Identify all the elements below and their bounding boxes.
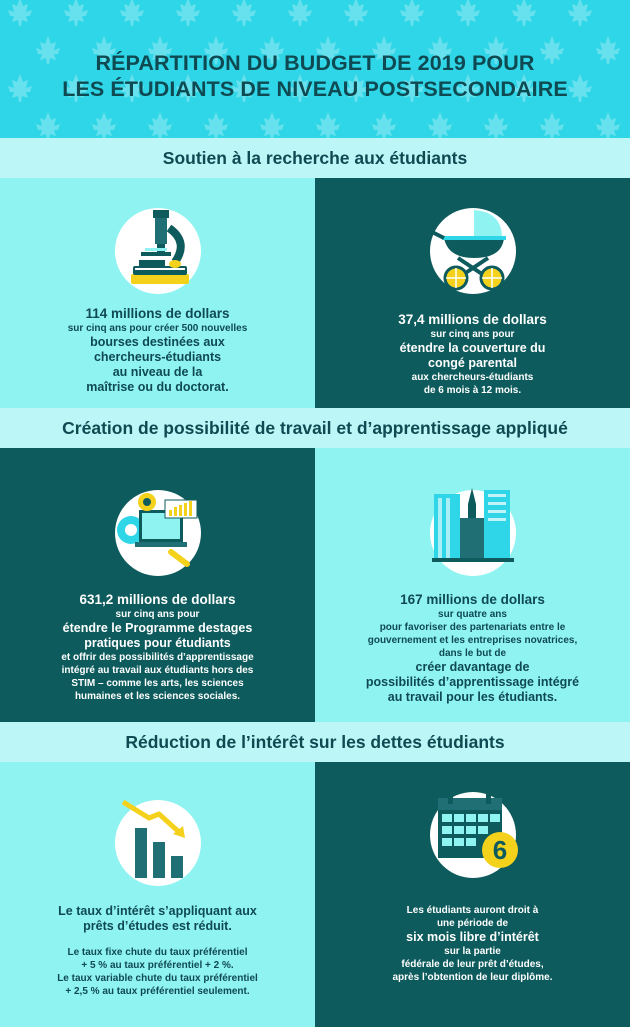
maple-leaf-icon	[176, 0, 200, 26]
maple-leaf-icon	[288, 0, 312, 26]
section-heading-interest: Réduction de l’intérêt sur les dettes étudiants	[0, 722, 630, 762]
laptop-gears-icon	[115, 490, 201, 576]
calendar-number: 6	[492, 835, 507, 865]
emphasis-text: Le taux d’intérêt s’appliquant aux	[58, 904, 257, 918]
emphasis-text: congé parental	[428, 356, 517, 370]
maple-leaf-icon	[64, 0, 88, 26]
maple-leaf-icon	[260, 112, 284, 138]
detail-text: sur quatre ans	[438, 609, 507, 620]
emphasis-text: créer davantage de	[415, 660, 530, 674]
maple-leaf-icon	[372, 112, 396, 138]
detail-text: sur la partie	[444, 946, 501, 957]
detail-text: + 5 % au taux préférentiel + 2 %.	[81, 960, 234, 971]
emphasis-text: possibilités d’apprentissage intégré	[365, 675, 580, 689]
maple-leaf-icon	[232, 0, 256, 26]
detail-text: intégré au travail aux étudiants hors des	[61, 665, 254, 676]
maple-leaf-icon	[204, 112, 228, 138]
amount-631m: 631,2 millions de dollars	[79, 592, 236, 607]
maple-leaf-icon	[484, 112, 508, 138]
amount-114m: 114 millions de dollars	[85, 306, 230, 321]
header-banner	[0, 0, 630, 138]
emphasis-text: étendre la couverture du	[399, 341, 546, 355]
maple-leaf-icon	[36, 112, 60, 138]
emphasis-text: pratiques pour étudiants	[84, 636, 231, 650]
maple-leaf-icon	[316, 112, 340, 138]
title-line-2: LES ÉTUDIANTS DE NIVEAU POSTSECONDAIRE	[62, 77, 568, 101]
card-interest-free	[315, 762, 630, 1027]
section-heading-work: Création de possibilité de travail et d’apprentissage appliqué	[0, 408, 630, 448]
detail-text: humaines et les sciences sociales.	[74, 691, 241, 702]
emphasis-text: six mois libre d’intérêt	[406, 930, 539, 944]
emphasis-text: prêts d’études est réduit.	[83, 919, 232, 933]
detail-text: sur cinq ans pour	[115, 609, 200, 620]
detail-text: après l’obtention de leur diplôme.	[392, 972, 553, 983]
detail-text: gouvernement et les entreprises novatrices,	[367, 635, 578, 646]
detail-text: pour favoriser des partenariats entre le	[379, 622, 566, 633]
page-title	[0, 50, 630, 102]
detail-text: aux chercheurs-étudiants	[411, 372, 534, 383]
calendar-six-icon	[430, 792, 516, 878]
card-interest-rate	[0, 762, 315, 1027]
detail-text: de 6 mois à 12 mois.	[423, 385, 522, 396]
maple-leaf-icon	[344, 0, 368, 26]
maple-leaf-icon	[568, 0, 592, 26]
card-scholarships	[0, 178, 315, 408]
detail-text: STIM – comme les arts, les sciences	[71, 678, 244, 689]
card-internships	[0, 448, 315, 722]
detail-text: sur cinq ans pour	[430, 329, 515, 340]
title-line-1: RÉPARTITION DU BUDGET DE 2019 POUR	[95, 51, 535, 75]
emphasis-text: étendre le Programme destages	[62, 621, 253, 635]
detail-text: dans le but de	[438, 648, 507, 659]
maple-leaf-icon	[428, 112, 452, 138]
card-parental-leave	[315, 178, 630, 408]
maple-leaf-icon	[120, 0, 144, 26]
detail-text: Le taux fixe chute du taux préférentiel	[67, 947, 248, 958]
detail-text: + 2,5 % au taux préférentiel seulement.	[65, 986, 250, 997]
city-buildings-icon	[430, 490, 516, 576]
microscope-icon	[115, 208, 201, 294]
detail-text: Le taux variable chute du taux préférentiel	[57, 973, 258, 984]
declining-bar-chart-icon	[115, 800, 201, 886]
detail-text: Les étudiants auront droit à	[406, 905, 539, 916]
maple-leaf-icon	[400, 0, 424, 26]
maple-leaf-icon	[148, 112, 172, 138]
detail-text: une période de	[436, 918, 509, 929]
emphasis-text: au travail pour les étudiants.	[387, 690, 558, 704]
maple-leaf-icon	[92, 112, 116, 138]
spacer	[20, 934, 295, 946]
baby-stroller-icon	[430, 208, 516, 294]
maple-leaf-icon	[8, 0, 32, 26]
card-partnerships	[315, 448, 630, 722]
emphasis-text: maîtrise ou du doctorat.	[86, 380, 229, 394]
amount-37m: 37,4 millions de dollars	[398, 312, 547, 327]
maple-leaf-icon	[456, 0, 480, 26]
amount-167m: 167 millions de dollars	[400, 592, 545, 607]
emphasis-text: bourses destinées aux	[90, 335, 225, 349]
maple-leaf-icon	[540, 112, 564, 138]
detail-text: et offrir des possibilités d’apprentissage	[61, 652, 254, 663]
detail-text: fédérale de leur prêt d’études,	[401, 959, 544, 970]
maple-leaf-icon	[596, 112, 620, 138]
emphasis-text: chercheurs-étudiants	[93, 350, 222, 364]
maple-leaf-icon	[512, 0, 536, 26]
detail-text: sur cinq ans pour créer 500 nouvelles	[67, 323, 248, 334]
section-heading-research: Soutien à la recherche aux étudiants	[0, 138, 630, 178]
emphasis-text: au niveau de la	[112, 365, 203, 379]
